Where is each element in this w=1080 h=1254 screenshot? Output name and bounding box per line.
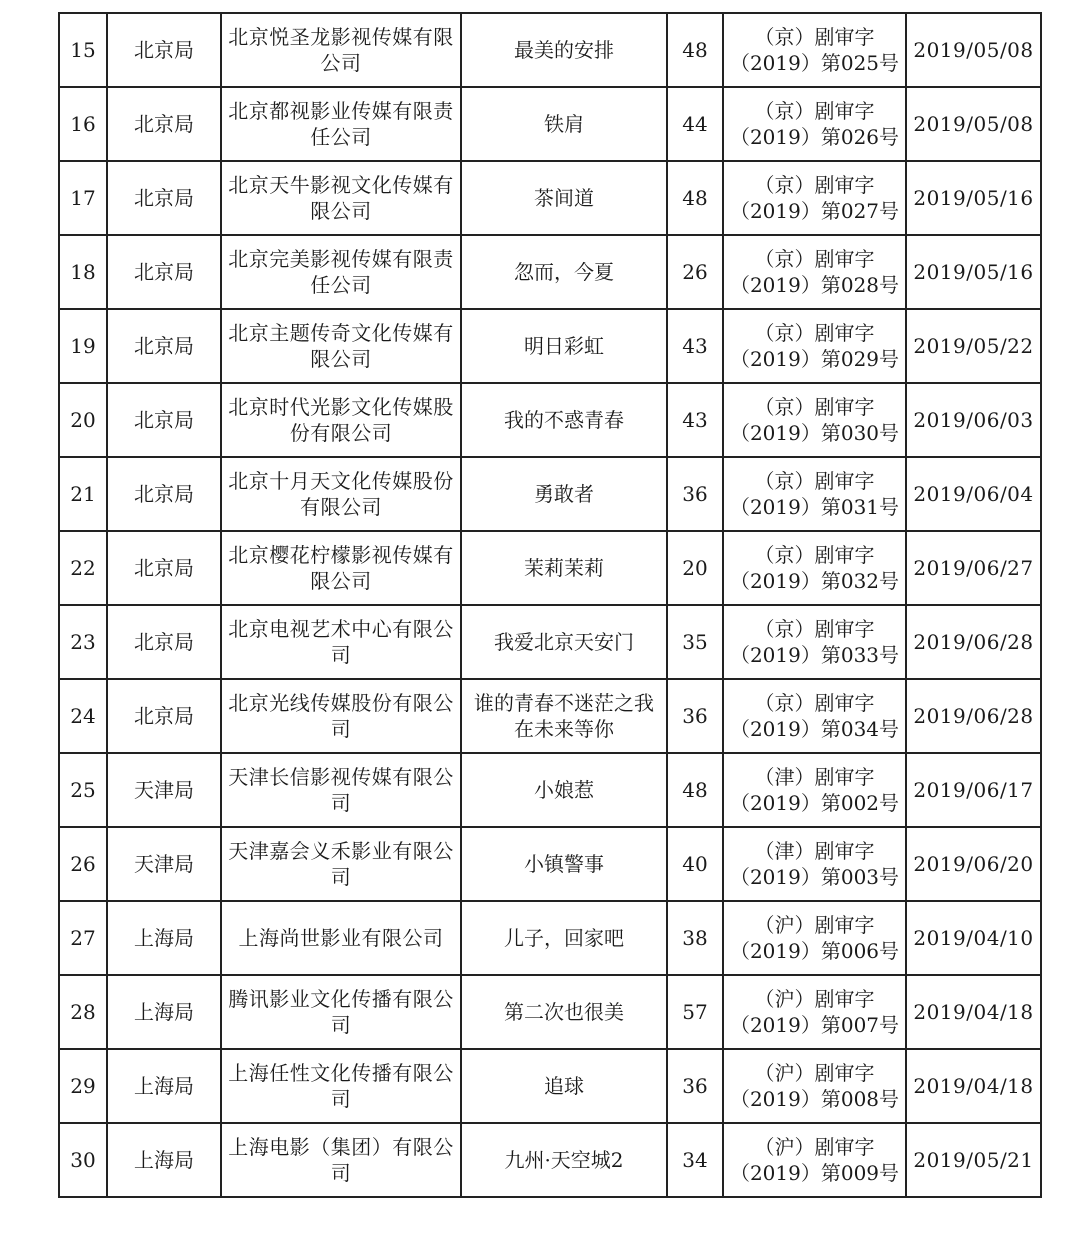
permit-number-cell: （京）剧审字（2019）第030号 <box>723 383 906 457</box>
company-cell: 北京悦圣龙影视传媒有限公司 <box>221 13 461 87</box>
drama-title-cell: 我的不惑青春 <box>461 383 667 457</box>
issue-date-cell: 2019/05/22 <box>906 309 1041 383</box>
bureau-cell: 北京局 <box>107 679 221 753</box>
permit-number-cell: （沪）剧审字（2019）第009号 <box>723 1123 906 1197</box>
table-row <box>59 975 1041 1049</box>
drama-permit-table <box>58 12 1042 1198</box>
drama-title-cell: 铁肩 <box>461 87 667 161</box>
drama-title-cell: 小娘惹 <box>461 753 667 827</box>
company-cell: 北京完美影视传媒有限责任公司 <box>221 235 461 309</box>
episodes-cell: 20 <box>667 531 723 605</box>
company-cell: 北京天牛影视文化传媒有限公司 <box>221 161 461 235</box>
bureau-cell: 北京局 <box>107 309 221 383</box>
drama-title-cell: 第二次也很美 <box>461 975 667 1049</box>
permit-number-cell: （京）剧审字（2019）第033号 <box>723 605 906 679</box>
permit-number-cell: （京）剧审字（2019）第027号 <box>723 161 906 235</box>
table-row <box>59 827 1041 901</box>
issue-date-cell: 2019/06/28 <box>906 679 1041 753</box>
episodes-cell: 35 <box>667 605 723 679</box>
row-number-cell: 24 <box>59 679 107 753</box>
bureau-cell: 北京局 <box>107 457 221 531</box>
episodes-cell: 36 <box>667 1049 723 1123</box>
company-cell: 腾讯影业文化传播有限公司 <box>221 975 461 1049</box>
table-row <box>59 1049 1041 1123</box>
bureau-cell: 北京局 <box>107 87 221 161</box>
bureau-cell: 上海局 <box>107 1123 221 1197</box>
bureau-cell: 北京局 <box>107 383 221 457</box>
table-body <box>59 13 1041 1197</box>
permit-number-cell: （沪）剧审字（2019）第007号 <box>723 975 906 1049</box>
bureau-cell: 上海局 <box>107 1049 221 1123</box>
bureau-cell: 天津局 <box>107 753 221 827</box>
row-number-cell: 16 <box>59 87 107 161</box>
table-row <box>59 753 1041 827</box>
row-number-cell: 25 <box>59 753 107 827</box>
permit-number-cell: （京）剧审字（2019）第028号 <box>723 235 906 309</box>
permit-number-cell: （京）剧审字（2019）第029号 <box>723 309 906 383</box>
company-cell: 北京光线传媒股份有限公司 <box>221 679 461 753</box>
issue-date-cell: 2019/05/16 <box>906 235 1041 309</box>
permit-number-cell: （沪）剧审字（2019）第008号 <box>723 1049 906 1123</box>
permit-number-cell: （京）剧审字（2019）第026号 <box>723 87 906 161</box>
permit-number-cell: （京）剧审字（2019）第031号 <box>723 457 906 531</box>
episodes-cell: 34 <box>667 1123 723 1197</box>
episodes-cell: 44 <box>667 87 723 161</box>
company-cell: 北京主题传奇文化传媒有限公司 <box>221 309 461 383</box>
permit-number-cell: （京）剧审字（2019）第025号 <box>723 13 906 87</box>
table-row <box>59 605 1041 679</box>
permit-number-cell: （津）剧审字（2019）第003号 <box>723 827 906 901</box>
row-number-cell: 27 <box>59 901 107 975</box>
bureau-cell: 上海局 <box>107 975 221 1049</box>
row-number-cell: 19 <box>59 309 107 383</box>
episodes-cell: 57 <box>667 975 723 1049</box>
drama-title-cell: 我爱北京天安门 <box>461 605 667 679</box>
issue-date-cell: 2019/06/20 <box>906 827 1041 901</box>
issue-date-cell: 2019/04/10 <box>906 901 1041 975</box>
row-number-cell: 30 <box>59 1123 107 1197</box>
company-cell: 天津长信影视传媒有限公司 <box>221 753 461 827</box>
issue-date-cell: 2019/04/18 <box>906 975 1041 1049</box>
episodes-cell: 40 <box>667 827 723 901</box>
drama-title-cell: 谁的青春不迷茫之我在未来等你 <box>461 679 667 753</box>
drama-title-cell: 忽而，今夏 <box>461 235 667 309</box>
issue-date-cell: 2019/04/18 <box>906 1049 1041 1123</box>
issue-date-cell: 2019/05/08 <box>906 13 1041 87</box>
bureau-cell: 北京局 <box>107 605 221 679</box>
row-number-cell: 28 <box>59 975 107 1049</box>
episodes-cell: 26 <box>667 235 723 309</box>
row-number-cell: 21 <box>59 457 107 531</box>
company-cell: 上海电影（集团）有限公司 <box>221 1123 461 1197</box>
table-row <box>59 13 1041 87</box>
bureau-cell: 北京局 <box>107 161 221 235</box>
drama-title-cell: 最美的安排 <box>461 13 667 87</box>
row-number-cell: 17 <box>59 161 107 235</box>
permit-number-cell: （京）剧审字（2019）第034号 <box>723 679 906 753</box>
company-cell: 北京时代光影文化传媒股份有限公司 <box>221 383 461 457</box>
company-cell: 北京十月天文化传媒股份有限公司 <box>221 457 461 531</box>
episodes-cell: 38 <box>667 901 723 975</box>
drama-title-cell: 勇敢者 <box>461 457 667 531</box>
row-number-cell: 18 <box>59 235 107 309</box>
drama-title-cell: 茉莉茉莉 <box>461 531 667 605</box>
row-number-cell: 23 <box>59 605 107 679</box>
table-row <box>59 679 1041 753</box>
episodes-cell: 43 <box>667 383 723 457</box>
bureau-cell: 北京局 <box>107 235 221 309</box>
table-row <box>59 309 1041 383</box>
drama-title-cell: 追球 <box>461 1049 667 1123</box>
table-row <box>59 383 1041 457</box>
issue-date-cell: 2019/06/28 <box>906 605 1041 679</box>
episodes-cell: 43 <box>667 309 723 383</box>
table-row <box>59 161 1041 235</box>
table-row <box>59 457 1041 531</box>
episodes-cell: 48 <box>667 753 723 827</box>
company-cell: 上海尚世影业有限公司 <box>221 901 461 975</box>
permit-number-cell: （沪）剧审字（2019）第006号 <box>723 901 906 975</box>
bureau-cell: 北京局 <box>107 531 221 605</box>
table-row <box>59 1123 1041 1197</box>
episodes-cell: 36 <box>667 679 723 753</box>
row-number-cell: 15 <box>59 13 107 87</box>
company-cell: 北京电视艺术中心有限公司 <box>221 605 461 679</box>
bureau-cell: 天津局 <box>107 827 221 901</box>
issue-date-cell: 2019/05/08 <box>906 87 1041 161</box>
bureau-cell: 北京局 <box>107 13 221 87</box>
episodes-cell: 48 <box>667 13 723 87</box>
permit-number-cell: （津）剧审字（2019）第002号 <box>723 753 906 827</box>
issue-date-cell: 2019/06/04 <box>906 457 1041 531</box>
bureau-cell: 上海局 <box>107 901 221 975</box>
drama-title-cell: 茶间道 <box>461 161 667 235</box>
company-cell: 天津嘉会义禾影业有限公司 <box>221 827 461 901</box>
issue-date-cell: 2019/05/16 <box>906 161 1041 235</box>
row-number-cell: 26 <box>59 827 107 901</box>
drama-title-cell: 明日彩虹 <box>461 309 667 383</box>
row-number-cell: 20 <box>59 383 107 457</box>
company-cell: 上海任性文化传播有限公司 <box>221 1049 461 1123</box>
table-row <box>59 901 1041 975</box>
company-cell: 北京都视影业传媒有限责任公司 <box>221 87 461 161</box>
issue-date-cell: 2019/06/17 <box>906 753 1041 827</box>
drama-title-cell: 九州·天空城2 <box>461 1123 667 1197</box>
drama-title-cell: 小镇警事 <box>461 827 667 901</box>
permit-number-cell: （京）剧审字（2019）第032号 <box>723 531 906 605</box>
table-row <box>59 87 1041 161</box>
drama-title-cell: 儿子，回家吧 <box>461 901 667 975</box>
issue-date-cell: 2019/05/21 <box>906 1123 1041 1197</box>
row-number-cell: 22 <box>59 531 107 605</box>
episodes-cell: 48 <box>667 161 723 235</box>
table-row <box>59 531 1041 605</box>
issue-date-cell: 2019/06/27 <box>906 531 1041 605</box>
row-number-cell: 29 <box>59 1049 107 1123</box>
episodes-cell: 36 <box>667 457 723 531</box>
issue-date-cell: 2019/06/03 <box>906 383 1041 457</box>
company-cell: 北京樱花柠檬影视传媒有限公司 <box>221 531 461 605</box>
table-row <box>59 235 1041 309</box>
